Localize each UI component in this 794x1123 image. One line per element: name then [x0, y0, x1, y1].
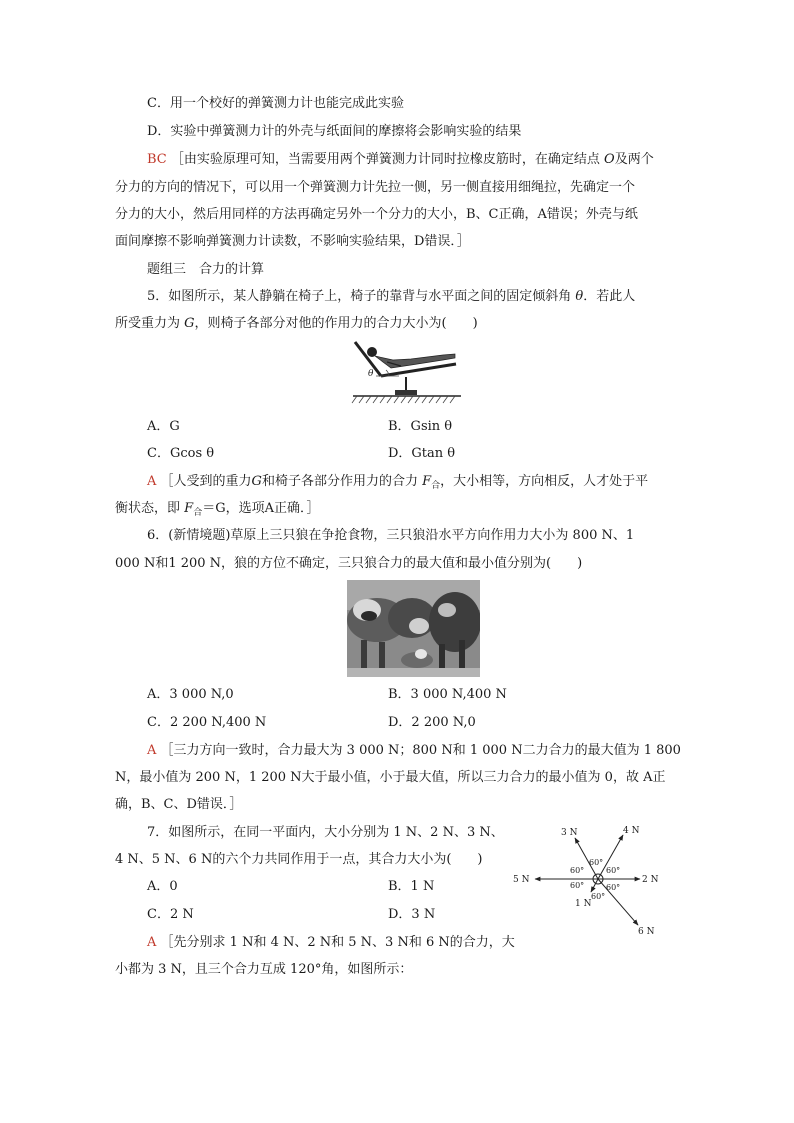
six-forces-diagram [505, 818, 665, 943]
label-2n: 2 N [642, 875, 659, 885]
force-1n-arrow [591, 879, 598, 892]
q6-option-a[interactable]: A．3 000 N,0 [147, 687, 234, 702]
label-5n: 5 N [513, 875, 530, 885]
q7-explanation-line-2: 小都为 3 N，且三个合力互成 120°角，如图所示： [115, 962, 413, 977]
angle-label: 60° [570, 881, 585, 890]
q7-stem-line-1: 7．如图所示，在同一平面内，大小分别为 1 N、2 N、3 N、 [147, 825, 504, 840]
q6-answer: A [147, 743, 157, 758]
angle-label: 60° [606, 883, 621, 892]
reclining-chair-figure [351, 340, 463, 408]
q5-option-a[interactable]: A．G [147, 419, 180, 434]
q6-stem-line-1: 6．(新情境题)草原上三只狼在争抢食物，三只狼沿水平方向作用力大小为 800 N、1 [147, 528, 635, 543]
q6-option-d[interactable]: D．2 200 N,0 [388, 715, 476, 730]
q6-explanation-line-2: N，最小值为 200 N，1 200 N大于最小值，小于最大值，所以三力合力的最小值为 0，故 A正 [115, 770, 666, 785]
label-1n: 1 N [575, 899, 592, 909]
angle-label: 60° [606, 866, 621, 875]
q5-answer: A [147, 474, 157, 489]
q4-option-c: C．用一个校好的弹簧测力计也能完成此实验 [147, 96, 404, 111]
q7-option-b[interactable]: B．1 N [388, 879, 435, 894]
q5-option-c[interactable]: C．Gcos θ [147, 446, 215, 461]
label-6n: 6 N [638, 927, 655, 937]
fig-theta-label: θ [368, 369, 374, 379]
q5-stem-line-1: 5．如图所示，某人静躺在椅子上，椅子的靠背与水平面之间的固定倾斜角 θ．若此人 [147, 289, 636, 304]
q4-explanation-line-3: 分力的大小，然后用同样的方法再确定另外一个分力的大小，B、C正确，A错误；外壳与纸 [115, 207, 638, 222]
q7-stem-line-2: 4 N、5 N、6 N的六个力共同作用于一点，其合力大小为( ) [115, 852, 483, 867]
q7-option-d[interactable]: D．3 N [388, 907, 436, 922]
q7-answer: A [147, 935, 157, 950]
q6-option-c[interactable]: C．2 200 N,400 N [147, 715, 267, 730]
q5-stem-line-2: 所受重力为 G，则椅子各部分对他的作用力的合力大小为( ) [115, 316, 478, 331]
q7-option-a[interactable]: A．0 [147, 879, 178, 894]
label-3n: 3 N [561, 828, 578, 838]
angle-label: 60° [570, 866, 585, 875]
q6-explanation-line-1: A ［三力方向一致时，合力最大为 3 000 N；800 N和 1 000 N二力合力的最大值为 1 800 [147, 743, 681, 758]
q7-option-c[interactable]: C．2 N [147, 907, 194, 922]
q7-explanation-line-1: A ［先分别求 1 N和 4 N、2 N和 5 N、3 N和 6 N的合力，大 [147, 935, 515, 950]
q5-option-b[interactable]: B．Gsin θ [388, 419, 453, 434]
angle-label: 60° [591, 892, 606, 901]
q4-explanation-line-1: BC ［由实验原理可知，当需要用两个弹簧测力计同时拉橡皮筋时，在确定结点 O及两个 [147, 152, 654, 167]
q6-explanation-line-3: 确，B、C、D错误．］ [115, 797, 243, 812]
q4-option-d: D．实验中弹簧测力计的外壳与纸面间的摩擦将会影响实验的结果 [147, 124, 522, 139]
q5-explanation-line-2: 衡状态，即 $F_合=G$，选项A正确．］ [115, 501, 320, 518]
q4-explanation-line-4: 面间摩擦不影响弹簧测力计读数，不影响实验结果，D错误．］ [115, 234, 470, 249]
wolves-photo [347, 580, 480, 677]
label-4n: 4 N [623, 826, 640, 836]
group-heading: 题组三 合力的计算 [147, 262, 265, 277]
q5-option-d[interactable]: D．Gtan θ [388, 446, 456, 461]
q6-option-b[interactable]: B．3 000 N,400 N [388, 687, 507, 702]
angle-label: 60° [589, 858, 604, 867]
q4-answer: BC [147, 152, 167, 167]
q4-explanation-line-2: 分力的方向的情况下，可以用一个弹簧测力计先拉一侧，另一侧直接用细绳拉，先确定一个 [115, 180, 636, 195]
q6-stem-line-2: 000 N和1 200 N，狼的方位不确定，三只狼合力的最大值和最小值分别为( ) [115, 556, 583, 571]
q5-explanation-line-1: A ［人受到的重力G和椅子各部分作用力的合力 $F_合$，大小相等，方向相反，人才处于平 [147, 474, 649, 491]
